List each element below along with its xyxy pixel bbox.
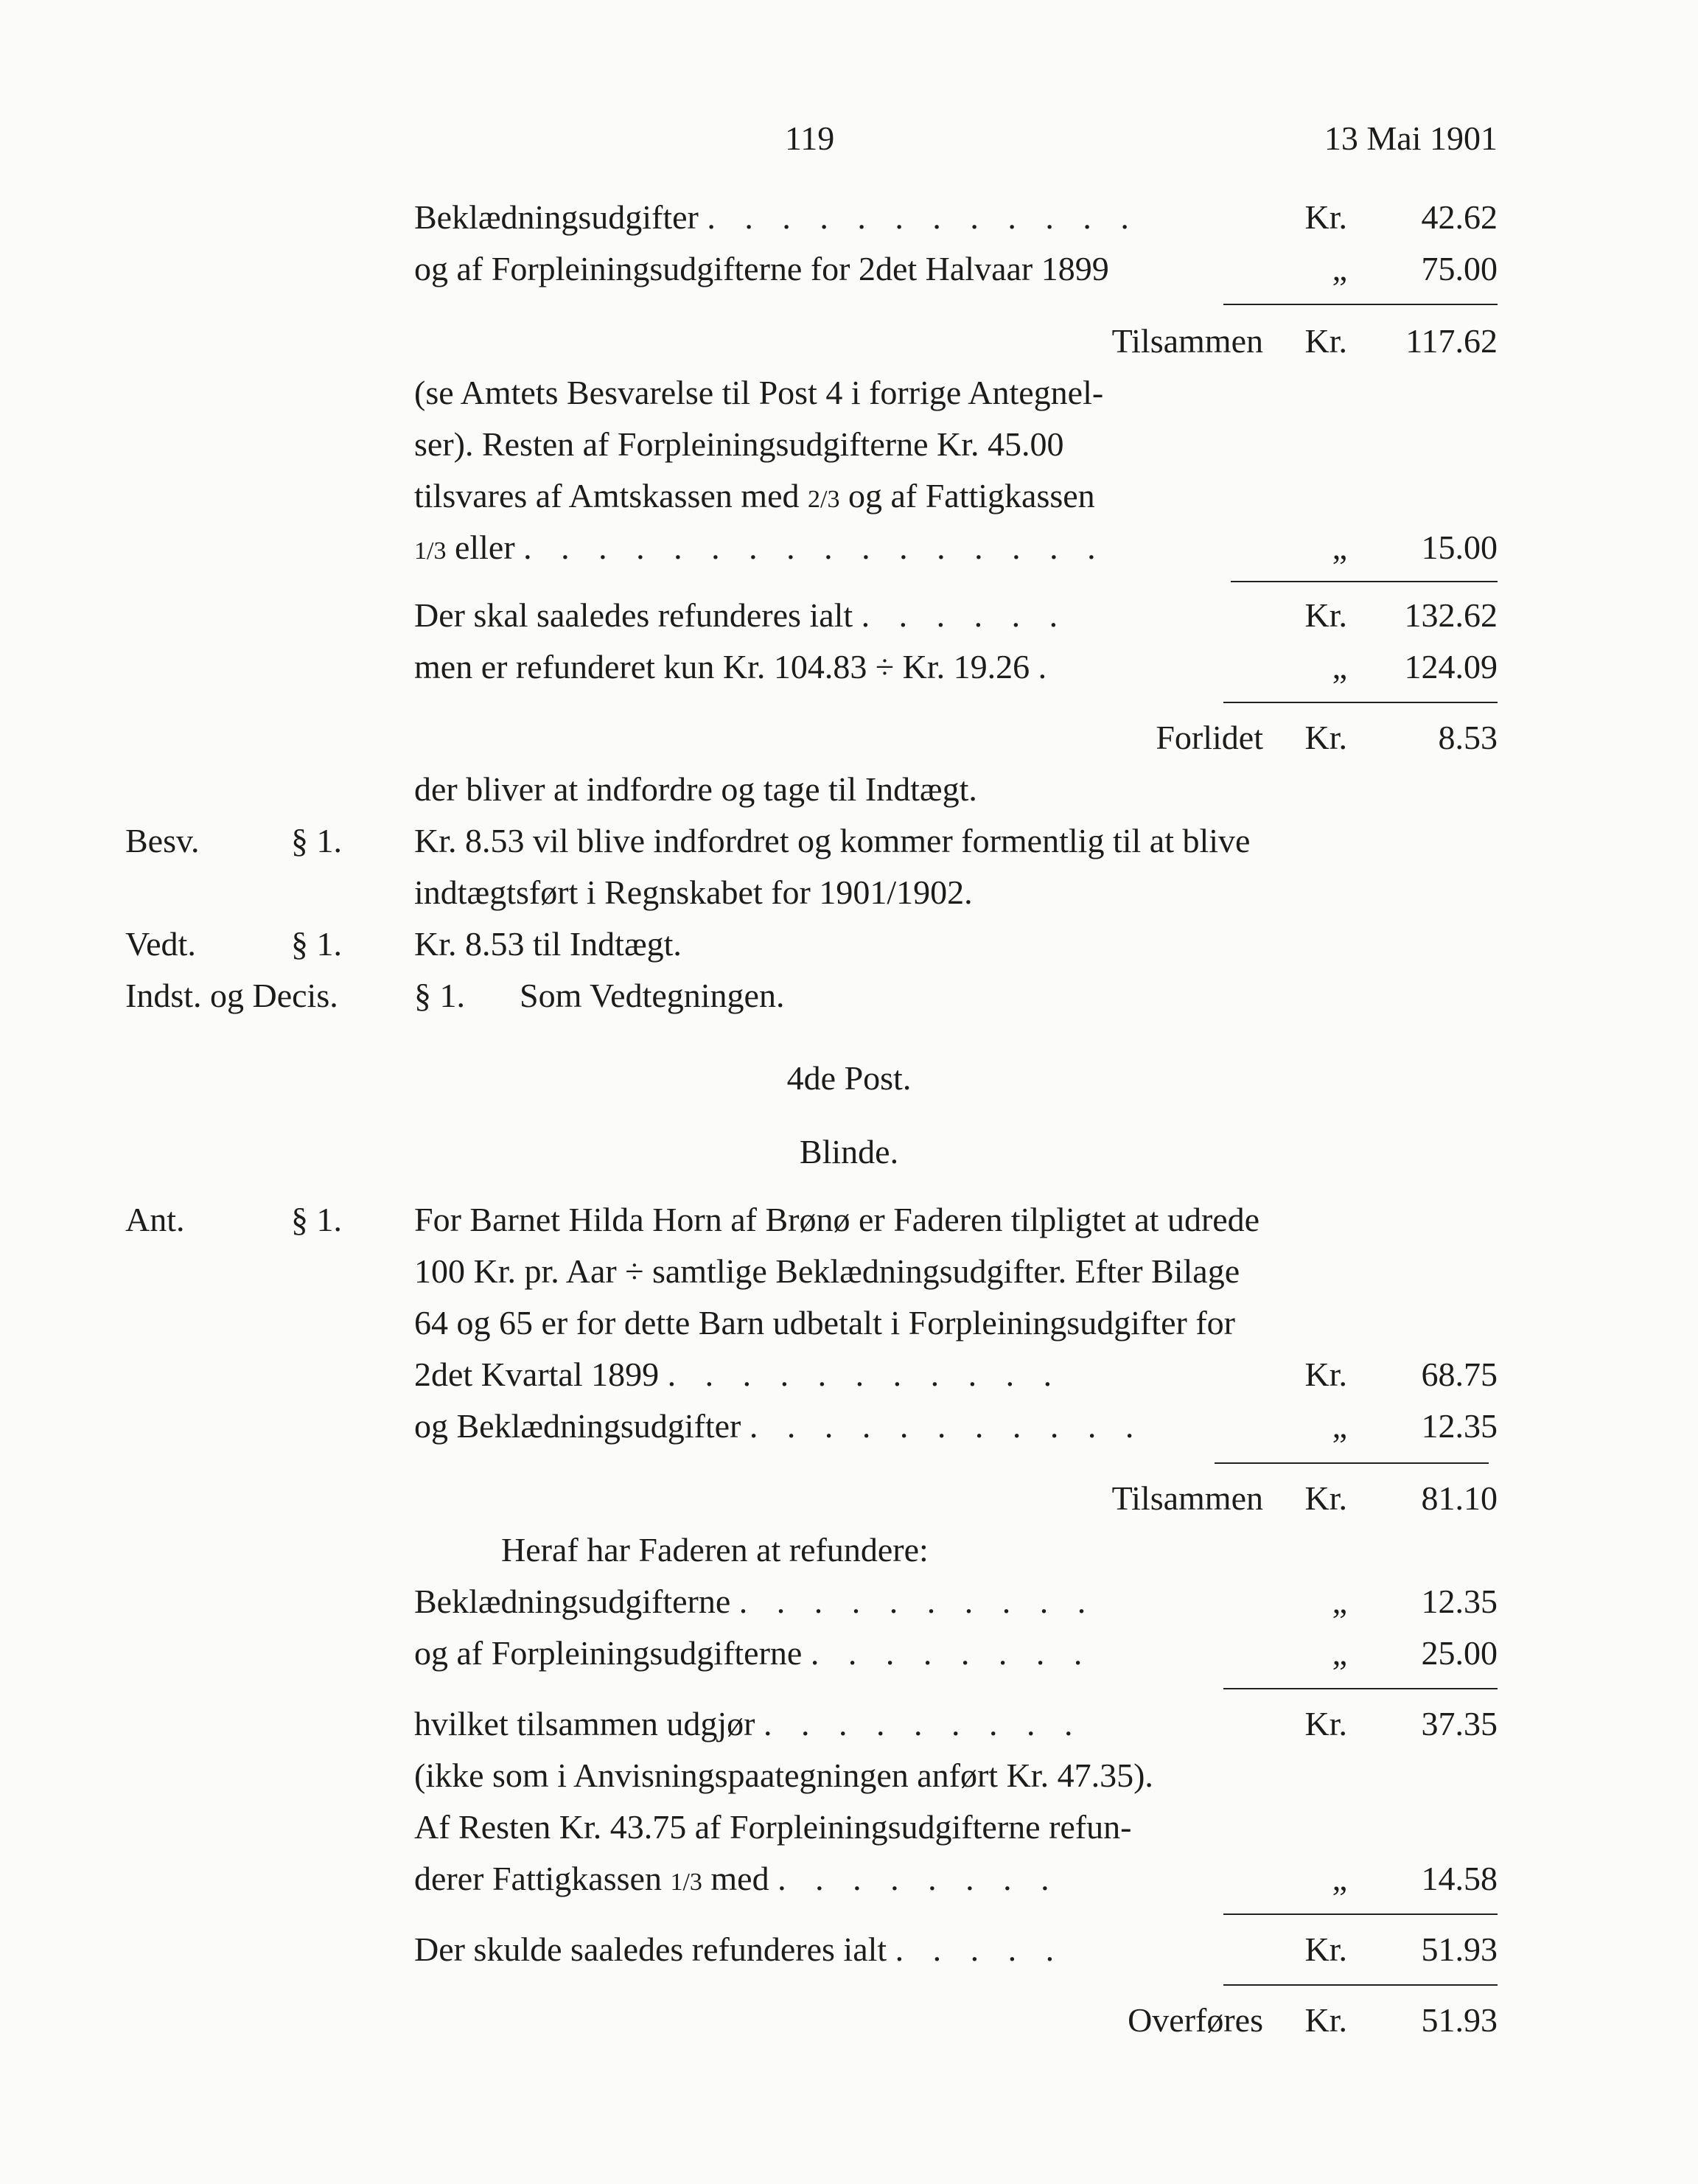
ant-row-text: og Beklædningsudgifter . . . . . . . . . . . — [414, 1407, 1145, 1445]
ledger-row-text: Beklædningsudgifter . . . . . . . . . . . . — [414, 198, 1139, 236]
refunded-row-unit: „ — [1332, 648, 1347, 685]
diff-unit: Kr. — [1304, 719, 1347, 756]
sum-amount: 117.62 — [1405, 322, 1498, 360]
ledger-row-unit: „ — [1332, 250, 1347, 287]
sum-rule — [1223, 1688, 1498, 1689]
closing-line: der bliver at indfordre og tage til Indtægt. — [414, 770, 977, 808]
ant-line: 64 og 65 er for dette Barn udbetalt i Forpleiningsudgifter for — [414, 1304, 1235, 1342]
sum-rule — [1223, 702, 1498, 703]
fraction: 1/3 — [670, 1869, 702, 1896]
answer-paragraph: § 1. — [291, 925, 342, 963]
ant-line: 100 Kr. pr. Aar ÷ samtlige Beklædningsudgifter. Efter Bilage — [414, 1252, 1240, 1290]
fraction: 1/3 — [414, 537, 447, 565]
answer-paragraph: § 1. — [414, 977, 465, 1014]
fraction: 2/3 — [808, 486, 840, 513]
refund-row-text: og af Forpleiningsudgifterne . . . . . . . . — [414, 1634, 1093, 1672]
sum-rule — [1215, 1462, 1489, 1464]
ant-sum-label: Tilsammen — [1111, 1479, 1263, 1517]
answer-paragraph: § 1. — [291, 822, 342, 859]
ant-row-amount: 68.75 — [1421, 1356, 1498, 1393]
refund-row-amount: 25.00 — [1421, 1634, 1498, 1672]
total-row-text: Der skal saaledes refunderes ialt . . . . . . — [414, 596, 1069, 634]
note-line: Af Resten Kr. 43.75 af Forpleiningsudgifterne refun- — [414, 1808, 1132, 1846]
ant-label: Ant. — [125, 1201, 185, 1238]
refunded-row-text: men er refunderet kun Kr. 104.83 ÷ Kr. 19.26 . — [414, 648, 1058, 685]
derer-row-amount: 14.58 — [1421, 1860, 1498, 1897]
eller-row-unit: „ — [1332, 528, 1347, 566]
heraf-line: Heraf har Faderen at refundere: — [501, 1531, 929, 1569]
answer-label: Indst. og Decis. — [125, 977, 338, 1014]
total-row-unit: Kr. — [1304, 596, 1347, 634]
diff-label: Forlidet — [1156, 719, 1263, 756]
refund-row-text: Beklædningsudgifterne . . . . . . . . . . — [414, 1583, 1097, 1620]
ant-row-text: 2det Kvartal 1899 . . . . . . . . . . . — [414, 1356, 1063, 1393]
sum-rule — [1223, 1984, 1498, 1986]
answer-line: Som Vedtegningen. — [520, 977, 785, 1014]
sum-label: Tilsammen — [1111, 322, 1263, 360]
ledger-row-amount: 42.62 — [1421, 198, 1498, 236]
ledger-row-unit: Kr. — [1304, 198, 1347, 236]
ant-row-amount: 12.35 — [1421, 1407, 1498, 1445]
page-date: 13 Mai 1901 — [1324, 119, 1498, 157]
ledger-row-text: og af Forpleiningsudgifterne for 2det Halvaar 1899 — [414, 250, 1109, 287]
eller-row-amount: 15.00 — [1421, 528, 1498, 566]
total-row-amount: 132.62 — [1404, 596, 1498, 634]
ant-line: For Barnet Hilda Horn af Brønø er Faderen tilpligtet at udrede — [414, 1201, 1260, 1238]
paragraph-line: ser). Resten af Forpleiningsudgifterne Kr. 45.00 — [414, 425, 1064, 463]
carry-unit: Kr. — [1304, 2001, 1347, 2039]
answer-label: Vedt. — [125, 925, 196, 963]
paragraph-line: tilsvares af Amtskassen med 2/3 og af Fattigkassen — [414, 477, 1095, 514]
refund-row-unit: „ — [1332, 1634, 1347, 1672]
skulde-row-amount: 51.93 — [1421, 1930, 1498, 1968]
answer-line: Kr. 8.53 vil blive indfordret og kommer formentlig til at blive — [414, 822, 1251, 859]
refund-total-amount: 37.35 — [1421, 1705, 1498, 1742]
sum-unit: Kr. — [1304, 322, 1347, 360]
carry-amount: 51.93 — [1421, 2001, 1498, 2039]
answer-line: Kr. 8.53 til Indtægt. — [414, 925, 682, 963]
diff-amount: 8.53 — [1438, 719, 1498, 756]
eller-row-text: 1/3 eller . . . . . . . . . . . . . . . . — [414, 528, 1106, 566]
skulde-row-text: Der skulde saaledes refunderes ialt . . . . . — [414, 1930, 1065, 1968]
skulde-row-unit: Kr. — [1304, 1930, 1347, 1968]
sum-rule — [1223, 304, 1498, 305]
refund-total-unit: Kr. — [1304, 1705, 1347, 1742]
derer-row-text: derer Fattigkassen 1/3 med . . . . . . . . — [414, 1860, 1060, 1897]
sum-rule — [1231, 581, 1498, 582]
post-subtitle: Blinde. — [799, 1133, 899, 1171]
carry-label: Overføres — [1128, 2001, 1263, 2039]
derer-row-unit: „ — [1332, 1860, 1347, 1897]
post-title: 4de Post. — [786, 1059, 912, 1097]
refund-total-text: hvilket tilsammen udgjør . . . . . . . . . — [414, 1705, 1083, 1742]
ant-sum-amount: 81.10 — [1421, 1479, 1498, 1517]
refunded-row-amount: 124.09 — [1404, 648, 1498, 685]
refund-row-amount: 12.35 — [1421, 1583, 1498, 1620]
ledger-row-amount: 75.00 — [1421, 250, 1498, 287]
page-number: 119 — [785, 119, 835, 157]
ant-sum-unit: Kr. — [1304, 1479, 1347, 1517]
note-line: (ikke som i Anvisningspaategningen anført Kr. 47.35). — [414, 1756, 1153, 1794]
sum-rule — [1223, 1913, 1498, 1915]
refund-row-unit: „ — [1332, 1583, 1347, 1620]
ant-row-unit: „ — [1332, 1407, 1347, 1445]
answer-line: indtægtsført i Regnskabet for 1901/1902. — [414, 873, 973, 911]
answer-label: Besv. — [125, 822, 200, 859]
ant-row-unit: Kr. — [1304, 1356, 1347, 1393]
ant-paragraph: § 1. — [291, 1201, 342, 1238]
paragraph-line: (se Amtets Besvarelse til Post 4 i forrige Antegnel- — [414, 374, 1104, 411]
